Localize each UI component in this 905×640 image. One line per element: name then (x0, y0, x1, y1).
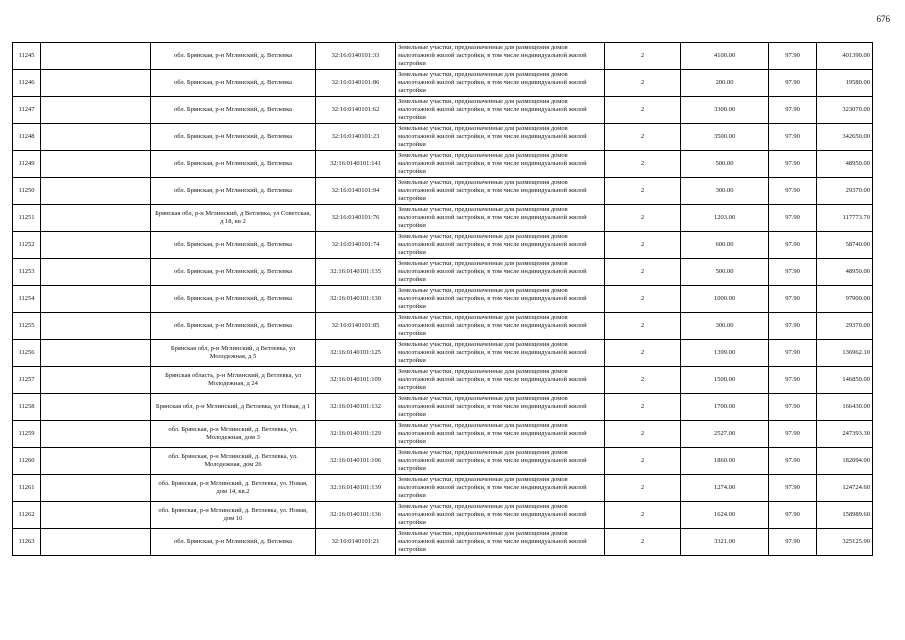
row-number-cell: 11253 (13, 259, 41, 286)
land-use-cell: Земельные участки, предназначенные для размещения домов малоэтажной жилой застройки, в том числе индивидуальной жилой застройки (396, 259, 605, 286)
row-number-cell: 11245 (13, 43, 41, 70)
category-cell: 2 (605, 70, 681, 97)
empty-cell (41, 529, 151, 556)
rate-cell: 97.90 (769, 151, 817, 178)
rate-cell: 97.90 (769, 448, 817, 475)
empty-cell (41, 340, 151, 367)
rate-cell: 97.90 (769, 502, 817, 529)
table-row (13, 502, 873, 529)
row-number-cell: 11246 (13, 70, 41, 97)
row-number-cell: 11257 (13, 367, 41, 394)
address-cell: обл. Брянская, р-н Мглинский, д. Ветлевка, ул. Молодежная, дом 3 (151, 421, 316, 448)
land-use-cell: Земельные участки, предназначенные для размещения домов малоэтажной жилой застройки, в том числе индивидуальной жилой застройки (396, 502, 605, 529)
table-row (13, 259, 873, 286)
cadastral-value-cell: 182094.00 (817, 448, 873, 475)
category-cell: 2 (605, 97, 681, 124)
empty-cell (41, 475, 151, 502)
empty-cell (41, 70, 151, 97)
cadastral-number-cell: 32:16:0140101:76 (316, 205, 396, 232)
rate-cell: 97.90 (769, 529, 817, 556)
cadastral-number-cell: 32:16:0140101:74 (316, 232, 396, 259)
address-cell: обл. Брянская, р-н Мглинский, д. Ветлевка (151, 178, 316, 205)
category-cell: 2 (605, 502, 681, 529)
empty-cell (41, 502, 151, 529)
land-use-cell: Земельные участки, предназначенные для размещения домов малоэтажной жилой застройки, в том числе индивидуальной жилой застройки (396, 178, 605, 205)
category-cell: 2 (605, 340, 681, 367)
empty-cell (41, 124, 151, 151)
address-cell: обл. Брянская, р-н Мглинский, д. Ветлевка (151, 151, 316, 178)
rate-cell: 97.90 (769, 286, 817, 313)
row-number-cell: 11254 (13, 286, 41, 313)
address-cell: Брянская обл, р-н Мглинский, д Ветлевка, ул Молодежная, д 5 (151, 340, 316, 367)
cadastral-number-cell: 32:16:0140101:62 (316, 97, 396, 124)
table-row (13, 286, 873, 313)
table-row (13, 367, 873, 394)
cadastral-number-cell: 32:16:0140101:94 (316, 178, 396, 205)
cadastral-number-cell: 32:16:0140101:130 (316, 286, 396, 313)
land-use-cell: Земельные участки, предназначенные для размещения домов малоэтажной жилой застройки, в том числе индивидуальной жилой застройки (396, 205, 605, 232)
row-number-cell: 11256 (13, 340, 41, 367)
rate-cell: 97.90 (769, 232, 817, 259)
cadastral-value-table (12, 42, 873, 556)
empty-cell (41, 43, 151, 70)
table-row (13, 124, 873, 151)
rate-cell: 97.90 (769, 367, 817, 394)
address-cell: обл. Брянская, р-н Мглинский, д. Ветлевка (151, 97, 316, 124)
category-cell: 2 (605, 529, 681, 556)
address-cell: обл. Брянская, р-н Мглинский, д. Ветлевка, ул. Молодежная, дом 26 (151, 448, 316, 475)
table-row (13, 205, 873, 232)
cadastral-number-cell: 32:16:0140101:141 (316, 151, 396, 178)
category-cell: 2 (605, 286, 681, 313)
land-use-cell: Земельные участки, предназначенные для размещения домов малоэтажной жилой застройки, в том числе индивидуальной жилой застройки (396, 151, 605, 178)
cadastral-value-cell: 166430.00 (817, 394, 873, 421)
land-use-cell: Земельные участки, предназначенные для размещения домов малоэтажной жилой застройки, в том числе индивидуальной жилой застройки (396, 529, 605, 556)
area-cell: 3300.00 (681, 97, 769, 124)
land-use-cell: Земельные участки, предназначенные для размещения домов малоэтажной жилой застройки, в том числе индивидуальной жилой застройки (396, 475, 605, 502)
cadastral-value-cell: 325125.90 (817, 529, 873, 556)
rate-cell: 97.90 (769, 205, 817, 232)
cadastral-number-cell: 32:16:0140101:23 (316, 124, 396, 151)
table-row (13, 97, 873, 124)
page-number: 676 (876, 14, 890, 24)
category-cell: 2 (605, 394, 681, 421)
empty-cell (41, 286, 151, 313)
address-cell: обл. Брянская, р-н Мглинский, д. Ветлевка (151, 529, 316, 556)
cadastral-value-cell: 124724.60 (817, 475, 873, 502)
cadastral-number-cell: 32:16:0140101:135 (316, 259, 396, 286)
area-cell: 1500.00 (681, 367, 769, 394)
cadastral-value-cell: 117773.70 (817, 205, 873, 232)
area-cell: 1700.00 (681, 394, 769, 421)
cadastral-value-cell: 146850.00 (817, 367, 873, 394)
address-cell: обл. Брянская, р-н Мглинский, д. Ветлевка (151, 259, 316, 286)
land-use-cell: Земельные участки, предназначенные для размещения домов малоэтажной жилой застройки, в том числе индивидуальной жилой застройки (396, 340, 605, 367)
category-cell: 2 (605, 232, 681, 259)
row-number-cell: 11247 (13, 97, 41, 124)
cadastral-value-cell: 48950.00 (817, 151, 873, 178)
address-cell: обл. Брянская, р-н Мглинский, д. Ветлевка (151, 43, 316, 70)
empty-cell (41, 448, 151, 475)
cadastral-value-cell: 97900.00 (817, 286, 873, 313)
row-number-cell: 11252 (13, 232, 41, 259)
area-cell: 4100.00 (681, 43, 769, 70)
area-cell: 300.00 (681, 313, 769, 340)
category-cell: 2 (605, 124, 681, 151)
cadastral-number-cell: 32:16:0140101:85 (316, 313, 396, 340)
category-cell: 2 (605, 475, 681, 502)
area-cell: 500.00 (681, 259, 769, 286)
cadastral-number-cell: 32:16:0140101:125 (316, 340, 396, 367)
empty-cell (41, 421, 151, 448)
area-cell: 1624.00 (681, 502, 769, 529)
cadastral-value-cell: 58740.00 (817, 232, 873, 259)
empty-cell (41, 367, 151, 394)
cadastral-value-cell: 247393.30 (817, 421, 873, 448)
rate-cell: 97.90 (769, 124, 817, 151)
rate-cell: 97.90 (769, 394, 817, 421)
table-row (13, 313, 873, 340)
table-row (13, 448, 873, 475)
cadastral-value-cell: 401390.00 (817, 43, 873, 70)
area-cell: 2527.00 (681, 421, 769, 448)
area-cell: 1860.00 (681, 448, 769, 475)
land-use-cell: Земельные участки, предназначенные для размещения домов малоэтажной жилой застройки, в том числе индивидуальной жилой застройки (396, 124, 605, 151)
cadastral-number-cell: 32:16:0140101:139 (316, 475, 396, 502)
cadastral-value-cell: 48950.00 (817, 259, 873, 286)
cadastral-value-cell: 342650.00 (817, 124, 873, 151)
empty-cell (41, 178, 151, 205)
empty-cell (41, 97, 151, 124)
area-cell: 600.00 (681, 232, 769, 259)
address-cell: обл. Брянская, р-н Мглинский, д. Ветлевка (151, 232, 316, 259)
cadastral-number-cell: 32:16:0140101:109 (316, 367, 396, 394)
cadastral-number-cell: 32:16:0140101:106 (316, 448, 396, 475)
row-number-cell: 11261 (13, 475, 41, 502)
cadastral-value-cell: 19580.00 (817, 70, 873, 97)
area-cell: 3500.00 (681, 124, 769, 151)
empty-cell (41, 394, 151, 421)
cadastral-number-cell: 32:16:0140101:129 (316, 421, 396, 448)
rate-cell: 97.90 (769, 259, 817, 286)
land-use-cell: Земельные участки, предназначенные для размещения домов малоэтажной жилой застройки, в том числе индивидуальной жилой застройки (396, 232, 605, 259)
address-cell: обл. Брянская, р-н Мглинский, д. Ветлевка (151, 70, 316, 97)
table-row (13, 43, 873, 70)
land-use-cell: Земельные участки, предназначенные для размещения домов малоэтажной жилой застройки, в том числе индивидуальной жилой застройки (396, 70, 605, 97)
cadastral-number-cell: 32:16:0140101:136 (316, 502, 396, 529)
empty-cell (41, 313, 151, 340)
category-cell: 2 (605, 43, 681, 70)
land-use-cell: Земельные участки, предназначенные для размещения домов малоэтажной жилой застройки, в том числе индивидуальной жилой застройки (396, 367, 605, 394)
cadastral-number-cell: 32:16:0140101:132 (316, 394, 396, 421)
empty-cell (41, 259, 151, 286)
row-number-cell: 11263 (13, 529, 41, 556)
rate-cell: 97.90 (769, 340, 817, 367)
table-row (13, 340, 873, 367)
address-cell: обл. Брянская, р-н Мглинский, д. Ветлевка (151, 286, 316, 313)
category-cell: 2 (605, 421, 681, 448)
table-row (13, 475, 873, 502)
table-row (13, 232, 873, 259)
category-cell: 2 (605, 178, 681, 205)
land-use-cell: Земельные участки, предназначенные для размещения домов малоэтажной жилой застройки, в том числе индивидуальной жилой застройки (396, 286, 605, 313)
category-cell: 2 (605, 259, 681, 286)
row-number-cell: 11248 (13, 124, 41, 151)
land-use-cell: Земельные участки, предназначенные для размещения домов малоэтажной жилой застройки, в том числе индивидуальной жилой застройки (396, 421, 605, 448)
table-row (13, 178, 873, 205)
area-cell: 200.00 (681, 70, 769, 97)
row-number-cell: 11259 (13, 421, 41, 448)
table-row (13, 529, 873, 556)
table-row (13, 70, 873, 97)
row-number-cell: 11250 (13, 178, 41, 205)
table-row (13, 394, 873, 421)
cadastral-number-cell: 32:16:0140101:21 (316, 529, 396, 556)
address-cell: обл. Брянская, р-н Мглинский, д. Ветлевка (151, 313, 316, 340)
cadastral-value-cell: 136962.10 (817, 340, 873, 367)
cadastral-number-cell: 32:16:0140101:86 (316, 70, 396, 97)
area-cell: 1203.00 (681, 205, 769, 232)
address-cell: Брянская обл, р-н Мглинский, д Ветлевка, ул Советская, д 18, кв 2 (151, 205, 316, 232)
row-number-cell: 11251 (13, 205, 41, 232)
area-cell: 3321.00 (681, 529, 769, 556)
address-cell: обл. Брянская, р-н Мглинский, д. Ветлевка, ул. Новая, дом 14, кв.2 (151, 475, 316, 502)
rate-cell: 97.90 (769, 475, 817, 502)
cadastral-number-cell: 32:16:0140101:33 (316, 43, 396, 70)
table-row (13, 151, 873, 178)
address-cell: обл. Брянская, р-н Мглинский, д. Ветлевка (151, 124, 316, 151)
row-number-cell: 11260 (13, 448, 41, 475)
row-number-cell: 11258 (13, 394, 41, 421)
category-cell: 2 (605, 205, 681, 232)
row-number-cell: 11255 (13, 313, 41, 340)
area-cell: 1000.00 (681, 286, 769, 313)
cadastral-value-cell: 158989.60 (817, 502, 873, 529)
rate-cell: 97.90 (769, 421, 817, 448)
row-number-cell: 11262 (13, 502, 41, 529)
land-use-cell: Земельные участки, предназначенные для размещения домов малоэтажной жилой застройки, в том числе индивидуальной жилой застройки (396, 43, 605, 70)
category-cell: 2 (605, 367, 681, 394)
cadastral-value-cell: 29370.00 (817, 313, 873, 340)
area-cell: 1274.00 (681, 475, 769, 502)
address-cell: Брянская область, р-н Мглинский, д Ветлевка, ул Молодежная, д 24 (151, 367, 316, 394)
rate-cell: 97.90 (769, 97, 817, 124)
table-body (13, 43, 873, 556)
address-cell: обл. Брянская, р-н Мглинский, д. Ветлевка, ул. Новая, дом 10 (151, 502, 316, 529)
rate-cell: 97.90 (769, 43, 817, 70)
area-cell: 1399.00 (681, 340, 769, 367)
land-use-cell: Земельные участки, предназначенные для размещения домов малоэтажной жилой застройки, в том числе индивидуальной жилой застройки (396, 394, 605, 421)
empty-cell (41, 151, 151, 178)
category-cell: 2 (605, 448, 681, 475)
row-number-cell: 11249 (13, 151, 41, 178)
land-use-cell: Земельные участки, предназначенные для размещения домов малоэтажной жилой застройки, в том числе индивидуальной жилой застройки (396, 313, 605, 340)
rate-cell: 97.90 (769, 178, 817, 205)
land-use-cell: Земельные участки, предназначенные для размещения домов малоэтажной жилой застройки, в том числе индивидуальной жилой застройки (396, 448, 605, 475)
area-cell: 300.00 (681, 178, 769, 205)
category-cell: 2 (605, 151, 681, 178)
cadastral-value-cell: 323070.00 (817, 97, 873, 124)
category-cell: 2 (605, 313, 681, 340)
address-cell: Брянская обл, р-н Мглинский, д Ветлевка, ул Новая, д 1 (151, 394, 316, 421)
area-cell: 500.00 (681, 151, 769, 178)
land-use-cell: Земельные участки, предназначенные для размещения домов малоэтажной жилой застройки, в том числе индивидуальной жилой застройки (396, 97, 605, 124)
cadastral-value-cell: 29370.00 (817, 178, 873, 205)
table-row (13, 421, 873, 448)
empty-cell (41, 232, 151, 259)
empty-cell (41, 205, 151, 232)
rate-cell: 97.90 (769, 313, 817, 340)
rate-cell: 97.90 (769, 70, 817, 97)
